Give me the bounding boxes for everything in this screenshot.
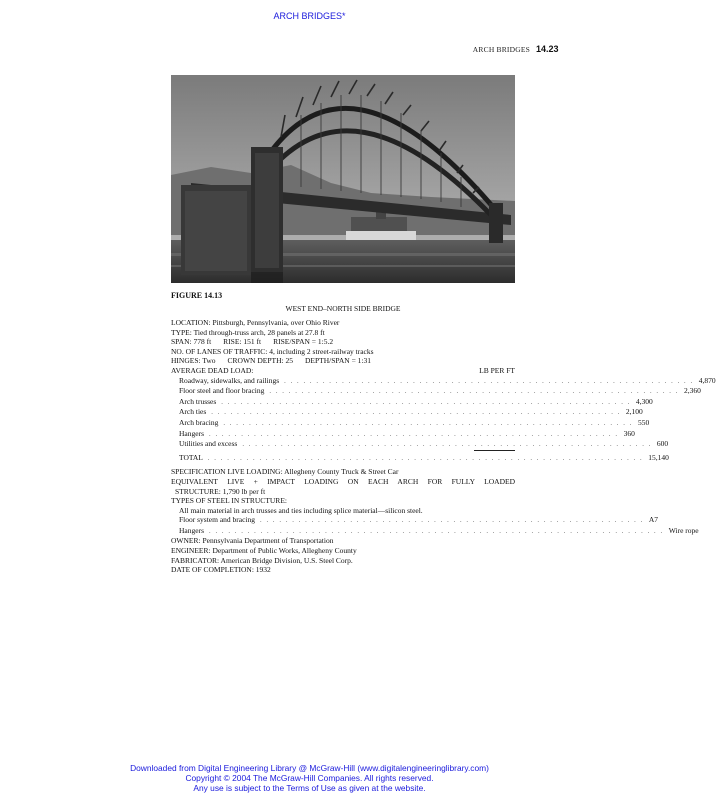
steel-row [171, 525, 699, 537]
dead-load-value: 2,360 [683, 386, 701, 396]
engineer-line: ENGINEER: Department of Public Works, Allegheny County [171, 546, 357, 556]
location-line: LOCATION: Pittsburgh, Pennsylvania, over Ohio River [171, 318, 340, 327]
leader-dots: . . . . . . . . . . . . . . . . . . . . . . . . . . . . . . . . . . . . . . . . . . . . . . . . . . . . . . . . . . . . . . . . . . . . . . . [209, 527, 664, 535]
leader-dots: . . . . . . . . . . . . . . . . . . . . . . . . . . . . . . . . . . . . . . . . . . . . . . . . . . . . . . . . . . . . . . . . [223, 419, 633, 427]
spec-live-loading-line: SPECIFICATION LIVE LOADING: Allegheny County Truck & Street Car [171, 467, 399, 477]
steel-label: Floor system and bracing [179, 515, 256, 525]
dead-load-row [171, 375, 716, 387]
hinges-value: HINGES: Two [171, 356, 216, 366]
dead-load-row [171, 417, 650, 429]
download-notice [0, 763, 619, 793]
leader-dots: . . . . . . . . . . . . . . . . . . . . . . . . . . . . . . . . . . . . . . . . . . . . . . . . . . . . . . . . . . . . . . . . [211, 409, 621, 417]
dead-load-unit: LB PER FT [479, 365, 515, 375]
rise-span-value: RISE/SPAN = 1:5.2 [273, 337, 334, 347]
dead-load-row [171, 386, 701, 397]
dead-load-header [171, 366, 515, 376]
structure-loading-line: STRUCTURE: 1,790 lb per ft [175, 486, 266, 496]
dead-load-value: 4,300 [635, 396, 653, 406]
leader-dots: . . . . . . . . . . . . . . . . . . . . . . . . . . . . . . . . . . . . . . . . . . . . . . . . . . . . . . . . . . . . . . . . [242, 441, 652, 449]
page-number: 14.23 [536, 44, 559, 54]
footer-terms-link[interactable]: Any use is subject to the Terms of Use as given at the website. [193, 783, 426, 793]
total-value: 15,140 [648, 452, 669, 462]
leader-dots: . . . . . . . . . . . . . . . . . . . . . . . . . . . . . . . . . . . . . . . . . . . . . . . . . . . . . . . . . . . . [260, 517, 644, 525]
dead-load-row [171, 407, 643, 418]
dead-load-label: Arch ties [179, 407, 207, 417]
completion-line: DATE OF COMPLETION: 1932 [171, 565, 271, 575]
owner-line: OWNER: Pennsylvania Department of Transportation [171, 536, 334, 546]
dead-load-total-row [171, 452, 669, 464]
dead-load-label: Arch bracing [179, 417, 219, 427]
dead-load-row [171, 428, 635, 440]
lanes-line: NO. OF LANES OF TRAFFIC: 4, including 2 street-railway tracks [171, 346, 374, 356]
fabricator-line: FABRICATOR: American Bridge Division, U.S. Steel Corp. [171, 555, 353, 565]
leader-dots: . . . . . . . . . . . . . . . . . . . . . . . . . . . . . . . . . . . . . . . . . . . . . . . . . . . . . . . . . . . . . . . . [269, 388, 679, 396]
total-rule [474, 450, 515, 451]
steel-note: All main material in arch trusses and ties including splice material—silicon steel. [179, 505, 423, 515]
footer-library-link[interactable]: Downloaded from Digital Engineering Library @ McGraw-Hill (www.digitalengineeringlibrary.com) [130, 763, 489, 773]
bridge-photo [171, 75, 515, 283]
running-head: ARCH BRIDGES [472, 45, 530, 54]
dead-load-label: Roadway, sidewalks, and railings [179, 375, 280, 385]
dead-load-label: Arch trusses [179, 396, 217, 406]
dead-load-row [171, 439, 669, 450]
dead-load-label: Floor steel and floor bracing [179, 386, 265, 396]
leader-dots: . . . . . . . . . . . . . . . . . . . . . . . . . . . . . . . . . . . . . . . . . . . . . . . . . . . . . . . . . . . . . . . . [221, 398, 631, 406]
leader-dots: . . . . . . . . . . . . . . . . . . . . . . . . . . . . . . . . . . . . . . . . . . . . . . . . . . . . . . . . . . . . . . . . . . . . [207, 454, 644, 462]
steel-label: Hangers [179, 525, 204, 535]
hinges-line [171, 356, 515, 366]
spec-table [171, 318, 716, 575]
dead-load-value: 550 [637, 417, 650, 427]
crown-depth-value: CROWN DEPTH: 25 [227, 356, 293, 366]
steel-types-heading: TYPES OF STEEL IN STRUCTURE: [171, 496, 287, 506]
dead-load-label: Utilities and excess [179, 439, 238, 449]
dead-load-value: 2,100 [625, 407, 643, 417]
depth-span-value: DEPTH/SPAN = 1:31 [304, 356, 372, 366]
leader-dots: . . . . . . . . . . . . . . . . . . . . . . . . . . . . . . . . . . . . . . . . . . . . . . . . . . . . . . . . . . . . . . . . [209, 430, 619, 438]
dead-load-row [171, 396, 653, 408]
dead-load-value: 600 [656, 439, 669, 449]
steel-value: Wire rope [668, 525, 699, 535]
figure-title: WEST END–NORTH SIDE BRIDGE [285, 304, 401, 313]
total-label: TOTAL [179, 452, 203, 462]
footer-copyright: Copyright © 2004 The McGraw-Hill Companies. All rights reserved. [185, 773, 434, 783]
dead-load-label: Hangers [179, 428, 204, 438]
leader-dots: . . . . . . . . . . . . . . . . . . . . . . . . . . . . . . . . . . . . . . . . . . . . . . . . . . . . . . . . . . . . . . . . [284, 377, 694, 385]
figure-label: FIGURE 14.13 [171, 291, 223, 300]
dead-load-value: 4,870 [698, 375, 716, 385]
dead-load-heading: AVERAGE DEAD LOAD: [171, 365, 254, 375]
span-value: SPAN: 778 ft [171, 337, 212, 347]
rise-value: RISE: 151 ft [223, 337, 262, 347]
span-line [171, 337, 515, 347]
dead-load-value: 360 [623, 428, 635, 438]
equivalent-loading-line: EQUIVALENT LIVE + IMPACT LOADING ON EACH ARCH FOR FULLY LOADED [171, 476, 515, 486]
chapter-link[interactable]: ARCH BRIDGES* [273, 11, 346, 21]
type-line: TYPE: Tied through-truss arch, 28 panels at 27.8 ft [171, 327, 325, 337]
steel-value: A7 [648, 515, 658, 525]
steel-row [171, 515, 658, 526]
